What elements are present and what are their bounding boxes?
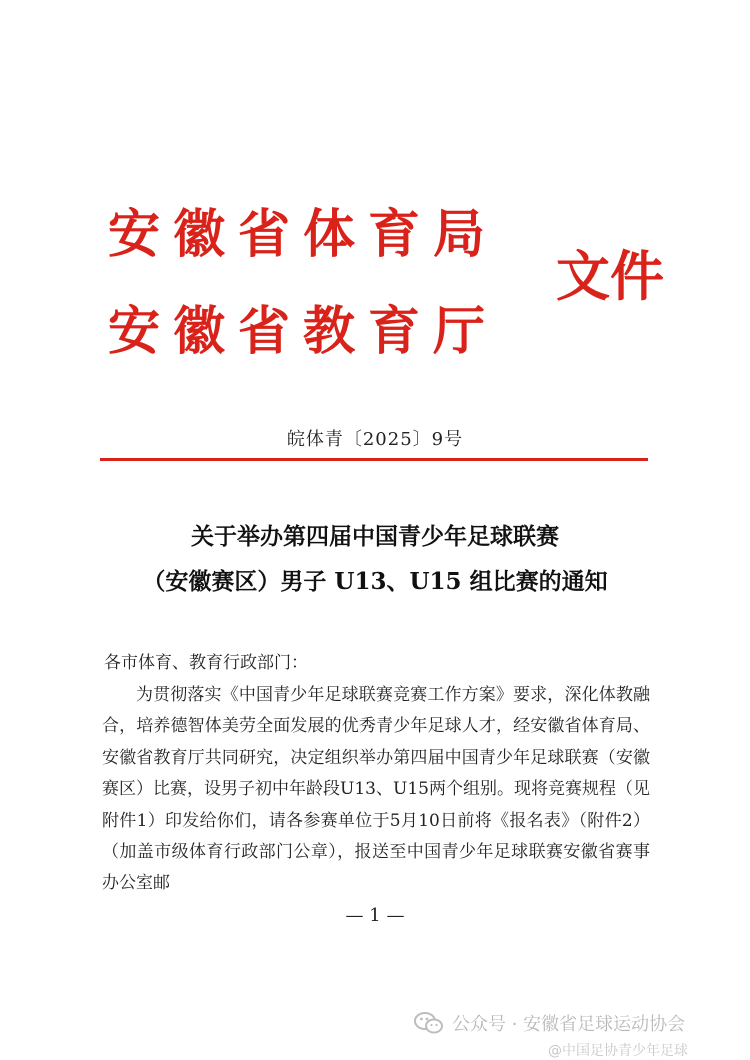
- salutation: 各市体育、教育行政部门：: [104, 653, 308, 673]
- page-number: — 1 —: [345, 905, 405, 926]
- issuer-line-2: 安徽省教育厅: [108, 302, 499, 362]
- wechat-watermark: [414, 1010, 685, 1036]
- notice-title-line-2: （安徽赛区）男子 U13、U15 组比赛的通知: [142, 568, 608, 595]
- document-number: 皖体青〔2025〕9号: [286, 429, 464, 450]
- weibo-watermark: @中国足协青少年足球: [548, 1043, 688, 1059]
- body-paragraph: 为贯彻落实《中国青少年足球联赛竞赛工作方案》要求，深化体教融合，培养德智体美劳全面发展的优秀青少年足球人才，经安徽省体育局、安徽省教育厅共同研究，决定组织举办第四届中国青少年足球联赛（安徽赛区）比赛，设男子初中年龄段U13、U15两个组别。现将竞赛规程（见附件1）印发给你们，请各参赛单位于5月10日前将《报名表》（附件2）（加盖市级体育行政部门公章），报送至中国青少年足球联赛安徽省赛事办公室邮: [102, 685, 650, 894]
- watermark-text: 公众号 · 安徽省足球运动协会: [452, 1014, 686, 1035]
- red-divider: [100, 458, 648, 461]
- issuer-line-1: 安徽省体育局: [108, 205, 499, 265]
- document-type-label: 文件: [556, 245, 664, 308]
- notice-title-line-1: 关于举办第四届中国青少年足球联赛: [191, 523, 559, 550]
- wechat-icon: [414, 1011, 444, 1035]
